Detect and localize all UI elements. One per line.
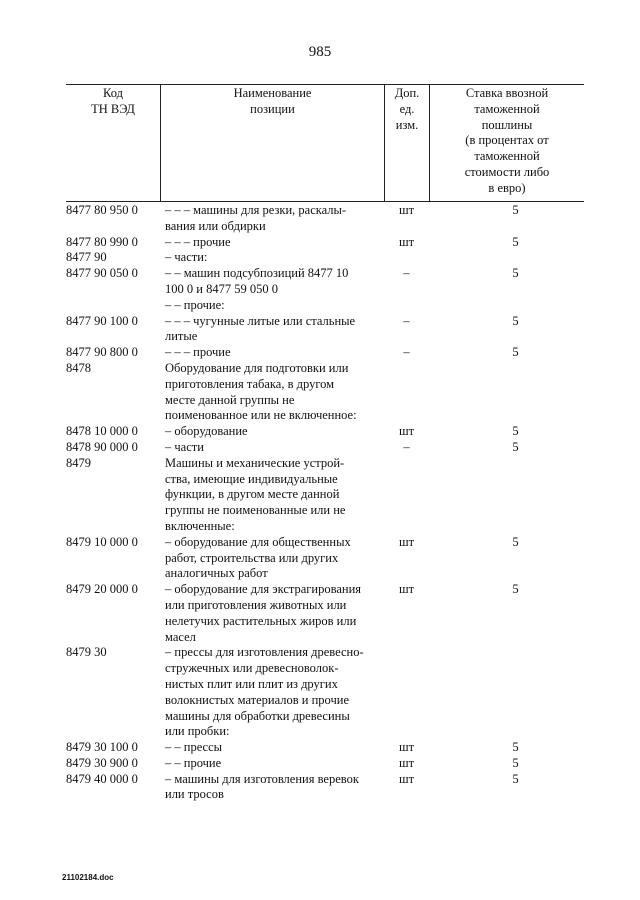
row-duty-rate: 5 xyxy=(512,582,519,597)
row-description-line: – – машин подсубпозиций 8477 10 xyxy=(165,266,349,281)
table-header xyxy=(66,85,584,202)
row-code: 8479 30 100 0 xyxy=(66,740,138,755)
row-code: 8477 90 100 0 xyxy=(66,313,138,328)
row-description-line: – оборудование для общественных xyxy=(165,534,351,549)
row-description-line: вания или обдирки xyxy=(165,218,266,233)
row-description-line: или тросов xyxy=(165,787,224,802)
row-description xyxy=(160,203,384,235)
row-description xyxy=(160,756,384,772)
row-code: 8477 90 800 0 xyxy=(66,345,138,360)
row-description xyxy=(160,250,384,266)
table-row xyxy=(66,361,584,424)
row-description xyxy=(160,345,384,361)
row-unit: шт xyxy=(398,740,415,755)
row-code: 8479 30 900 0 xyxy=(66,755,138,770)
row-unit: – xyxy=(403,266,410,281)
row-unit: шт xyxy=(398,424,415,439)
table-body xyxy=(66,202,584,803)
row-unit: – xyxy=(403,345,410,360)
row-duty-rate: 5 xyxy=(512,266,519,281)
row-description xyxy=(160,361,384,424)
row-unit: шт xyxy=(398,534,415,549)
row-description-line: аналогичных работ xyxy=(165,566,268,581)
table-row xyxy=(66,314,584,346)
header-rate xyxy=(429,85,584,201)
table-row xyxy=(66,456,584,535)
row-duty-rate xyxy=(429,456,584,535)
row-description-line: включенные: xyxy=(165,518,235,533)
header-code xyxy=(66,85,160,201)
row-code: 8477 80 950 0 xyxy=(66,203,138,217)
row-code: 8477 80 990 0 xyxy=(66,234,138,249)
row-description-line: приготовления табака, в другом xyxy=(165,376,335,391)
header-unit xyxy=(384,85,429,201)
row-description-line: – машины для изготовления веревок xyxy=(165,771,359,786)
row-description xyxy=(160,740,384,756)
row-description-line: масел xyxy=(165,629,196,644)
row-description-line: Машины и механические устрой- xyxy=(165,455,345,470)
header-rate-line: стоимости либо xyxy=(464,164,550,179)
row-description xyxy=(160,235,384,251)
row-description-line: – – – прочие xyxy=(165,345,231,360)
header-unit-line: Доп. xyxy=(394,86,420,100)
table-row xyxy=(66,203,584,235)
row-duty-rate xyxy=(429,298,584,314)
row-description xyxy=(160,266,384,298)
file-name-footer: 21102184.doc xyxy=(62,873,114,882)
row-unit xyxy=(384,361,429,424)
table-row xyxy=(66,756,584,772)
row-duty-rate: 5 xyxy=(512,740,519,755)
row-unit: – xyxy=(403,439,410,454)
row-unit: шт xyxy=(398,771,415,786)
row-unit xyxy=(384,456,429,535)
row-code: 8479 xyxy=(66,455,91,470)
row-description-line: – – – машины для резки, раскалы- xyxy=(165,203,347,217)
row-description xyxy=(160,456,384,535)
row-description-line: – – – прочие xyxy=(165,234,231,249)
header-unit-line: ед. xyxy=(399,101,415,116)
row-code: 8478 xyxy=(66,360,91,375)
row-description-line: литые xyxy=(165,329,198,344)
row-description xyxy=(160,772,384,804)
row-description-line: – – прессы xyxy=(165,740,223,755)
row-code: 8478 90 000 0 xyxy=(66,439,138,454)
row-code xyxy=(66,298,160,314)
row-description-line: – оборудование xyxy=(165,424,248,439)
row-unit: – xyxy=(403,313,410,328)
row-description-line: функции, в другом месте данной xyxy=(165,487,340,502)
row-duty-rate: 5 xyxy=(512,771,519,786)
row-unit xyxy=(384,250,429,266)
row-unit: шт xyxy=(398,234,415,249)
row-description-line: – – прочие xyxy=(165,755,222,770)
header-code-line: ТН ВЭД xyxy=(91,101,135,116)
table-row xyxy=(66,772,584,804)
row-duty-rate: 5 xyxy=(512,424,519,439)
table-row xyxy=(66,645,584,740)
header-name-line: Наименование xyxy=(233,86,312,100)
header-name-line: позиции xyxy=(250,101,295,116)
row-description-line: ства, имеющие индивидуальные xyxy=(165,471,338,486)
row-duty-rate: 5 xyxy=(512,534,519,549)
row-duty-rate xyxy=(429,250,584,266)
row-code: 8477 90 xyxy=(66,250,107,265)
row-description-line: нистых плит или плит из других xyxy=(165,676,338,691)
table-row xyxy=(66,535,584,582)
row-description-line: – – прочие: xyxy=(165,297,225,312)
row-duty-rate xyxy=(429,645,584,740)
row-code: 8477 90 050 0 xyxy=(66,266,138,281)
header-rate-line: пошлины xyxy=(481,117,533,132)
row-duty-rate: 5 xyxy=(512,345,519,360)
header-rate-line: (в процентах от xyxy=(465,133,549,148)
row-unit: шт xyxy=(398,755,415,770)
table-row xyxy=(66,424,584,440)
row-code: 8478 10 000 0 xyxy=(66,424,138,439)
row-description xyxy=(160,645,384,740)
header-rate-line: в евро) xyxy=(488,180,526,195)
row-description-line: – прессы для изготовления древесно- xyxy=(165,645,364,660)
row-description-line: группы не поименованные или не xyxy=(165,503,346,518)
row-unit: шт xyxy=(398,203,415,217)
header-rate-line: Ставка ввозной xyxy=(465,86,549,100)
row-description-line: или приготовления животных или xyxy=(165,597,347,612)
page-number: 985 xyxy=(308,44,332,60)
row-unit xyxy=(384,645,429,740)
row-description xyxy=(160,298,384,314)
row-description-line: – – – чугунные литые или стальные xyxy=(165,313,356,328)
row-description-line: – части xyxy=(165,439,204,454)
row-duty-rate: 5 xyxy=(512,313,519,328)
table-row xyxy=(66,740,584,756)
table-row xyxy=(66,250,584,266)
row-duty-rate: 5 xyxy=(512,234,519,249)
row-description xyxy=(160,314,384,346)
header-name xyxy=(160,85,384,201)
row-description-line: нелетучих растительных жиров или xyxy=(165,613,357,628)
header-unit-line: изм. xyxy=(395,117,419,132)
row-description xyxy=(160,440,384,456)
row-code: 8479 10 000 0 xyxy=(66,534,138,549)
row-description-line: поименованное или не включенное: xyxy=(165,408,357,423)
row-description xyxy=(160,535,384,582)
row-description xyxy=(160,424,384,440)
table-row xyxy=(66,235,584,251)
row-duty-rate xyxy=(429,361,584,424)
row-description-line: или пробки: xyxy=(165,724,230,739)
header-rate-line: таможенной xyxy=(474,149,540,164)
row-description-line: месте данной группы не xyxy=(165,392,295,407)
row-code: 8479 20 000 0 xyxy=(66,582,138,597)
row-description-line: стружечных или древесноволок- xyxy=(165,661,339,676)
row-code: 8479 40 000 0 xyxy=(66,771,138,786)
row-description-line: волокнистых материалов и прочие xyxy=(165,692,350,707)
row-description-line: 100 0 и 8477 59 050 0 xyxy=(165,281,278,296)
tariff-table xyxy=(66,84,584,803)
row-description-line: – части: xyxy=(165,250,208,265)
row-description-line: машины для обработки древесины xyxy=(165,708,350,723)
row-unit: шт xyxy=(398,582,415,597)
row-code: 8479 30 xyxy=(66,645,107,660)
row-unit xyxy=(384,298,429,314)
table-row xyxy=(66,582,584,645)
table-row xyxy=(66,266,584,298)
header-code-line: Код xyxy=(103,86,123,100)
row-description-line: Оборудование для подготовки или xyxy=(165,360,349,375)
row-duty-rate: 5 xyxy=(512,755,519,770)
table-row xyxy=(66,440,584,456)
row-duty-rate: 5 xyxy=(512,203,519,217)
row-description xyxy=(160,582,384,645)
row-description-line: – оборудование для экстрагирования xyxy=(165,582,362,597)
row-duty-rate: 5 xyxy=(512,439,519,454)
table-row xyxy=(66,298,584,314)
header-rate-line: таможенной xyxy=(474,101,540,116)
row-description-line: работ, строительства или других xyxy=(165,550,339,565)
table-row xyxy=(66,345,584,361)
